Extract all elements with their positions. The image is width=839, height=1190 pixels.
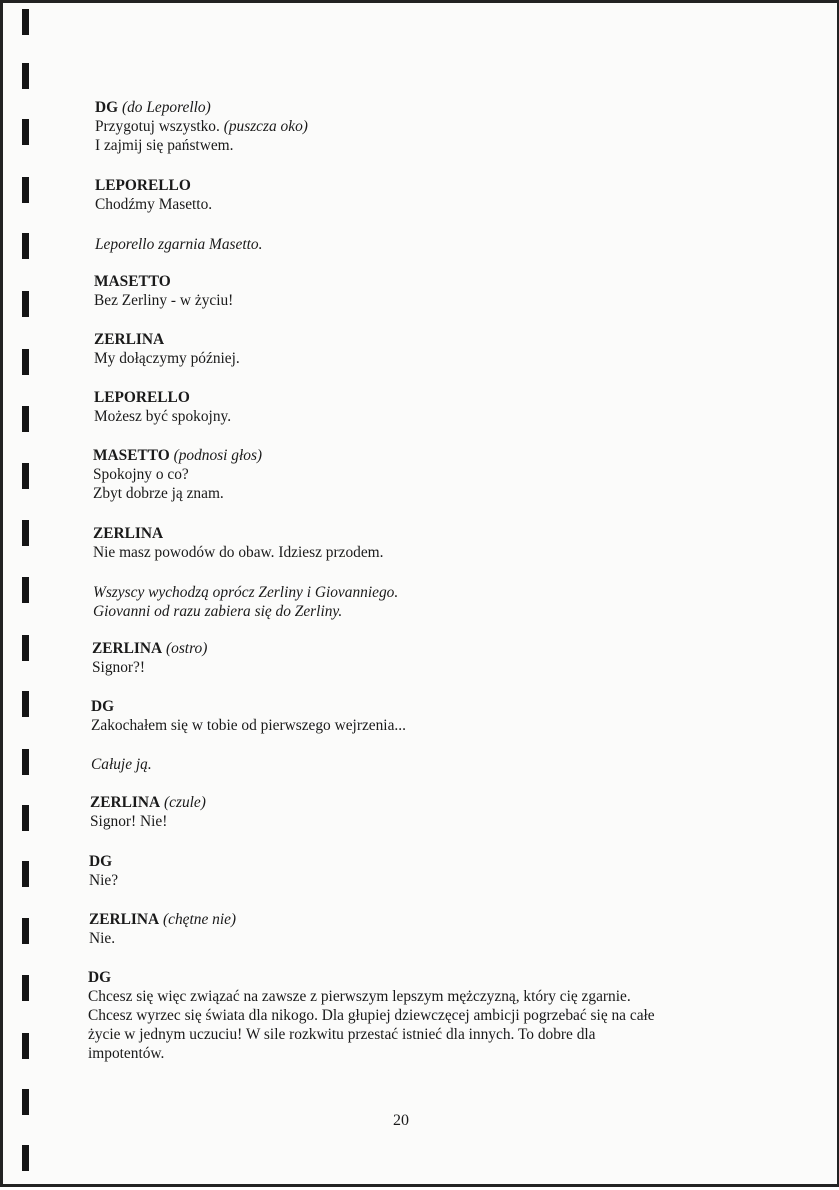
direction-line: Giovanni od razu zabiera się do Zerliny. [93,603,343,620]
dialogue-block [92,639,207,677]
dialogue-block [93,446,262,503]
speaker-name: MASETTO [94,273,171,290]
dialogue-block [90,793,206,831]
dialogue-line: Nie. [89,930,116,947]
dialogue-block [89,852,118,890]
dialogue-block [93,524,383,562]
speaker-name: MASETTO [93,447,170,464]
stage-note: (do Leporello) [121,99,211,116]
dialogue-line: Nie? [89,872,119,889]
dialogue-block [94,272,233,310]
speaker-name: ZERLINA [90,794,161,811]
dialogue-line: Signor?! [92,659,146,676]
speaker-name: ZERLINA [92,640,163,657]
speaker-name: LEPORELLO [95,177,191,194]
stage-note: (ostro) [166,640,208,657]
dialogue-line: Zakochałem się w tobie od pierwszego wejrzenia... [91,717,406,734]
direction-line: Wszyscy wychodzą oprócz Zerliny i Giovanniego. [93,584,399,601]
dialogue-line: Chcesz wyrzec się świata dla nikogo. Dla głupiej dziewczęcej ambicji pogrzebać się na całe [88,1007,655,1024]
dialogue-line: Nie masz powodów do obaw. Idziesz przodem. [93,544,384,561]
dialogue-line: My dołączymy później. [94,350,240,367]
speaker-name: DG [89,853,113,870]
stage-note: (chętne nie) [163,911,237,928]
script-text [3,3,839,1190]
dialogue-line: Przygotuj wszystko. (puszcza oko) [95,118,308,135]
stage-direction [95,235,262,254]
stage-note: (czule) [164,794,206,811]
dialogue-block [91,697,406,735]
dialogue-block [88,968,655,1063]
dialogue-line: Chodźmy Masetto. [95,196,213,213]
direction-line: Całuje ją. [91,756,152,773]
direction-line: Leporello zgarnia Masetto. [95,236,263,253]
dialogue-block [94,388,231,426]
stage-note: (puszcza oko) [219,118,308,135]
dialogue-line: Bez Zerliny - w życiu! [94,292,234,309]
dialogue-line: I zajmij się państwem. [95,137,234,154]
speaker-name: LEPORELLO [94,389,190,406]
speaker-name: ZERLINA [94,331,165,348]
dialogue-line: Spokojny o co? [93,466,189,483]
stage-direction [93,583,398,621]
dialogue-block [89,910,236,948]
dialogue-block [94,330,240,368]
dialogue-line: impotentów. [88,1045,165,1062]
page-number: 20 [393,1112,409,1129]
dialogue-line: Chcesz się więc związać na zawsze z pierwszym lepszym mężczyzną, który cię zgarnie. [88,988,631,1005]
speaker-name: DG [91,698,115,715]
dialogue-line: Zbyt dobrze ją znam. [93,485,224,502]
speaker-name: DG [88,969,112,986]
speaker-name: DG [95,99,119,116]
dialogue-line: Możesz być spokojny. [94,408,232,425]
stage-note: (podnosi głos) [173,447,263,464]
dialogue-line: życie w jednym uczuciu! W sile rozkwitu przestać istnieć dla innych. To dobre dla [88,1026,596,1043]
dialogue-block [95,176,212,214]
dialogue-line: Signor! Nie! [90,813,168,830]
dialogue-block [95,98,308,155]
speaker-name: ZERLINA [93,525,164,542]
speaker-name: ZERLINA [89,911,160,928]
stage-direction [91,755,152,774]
